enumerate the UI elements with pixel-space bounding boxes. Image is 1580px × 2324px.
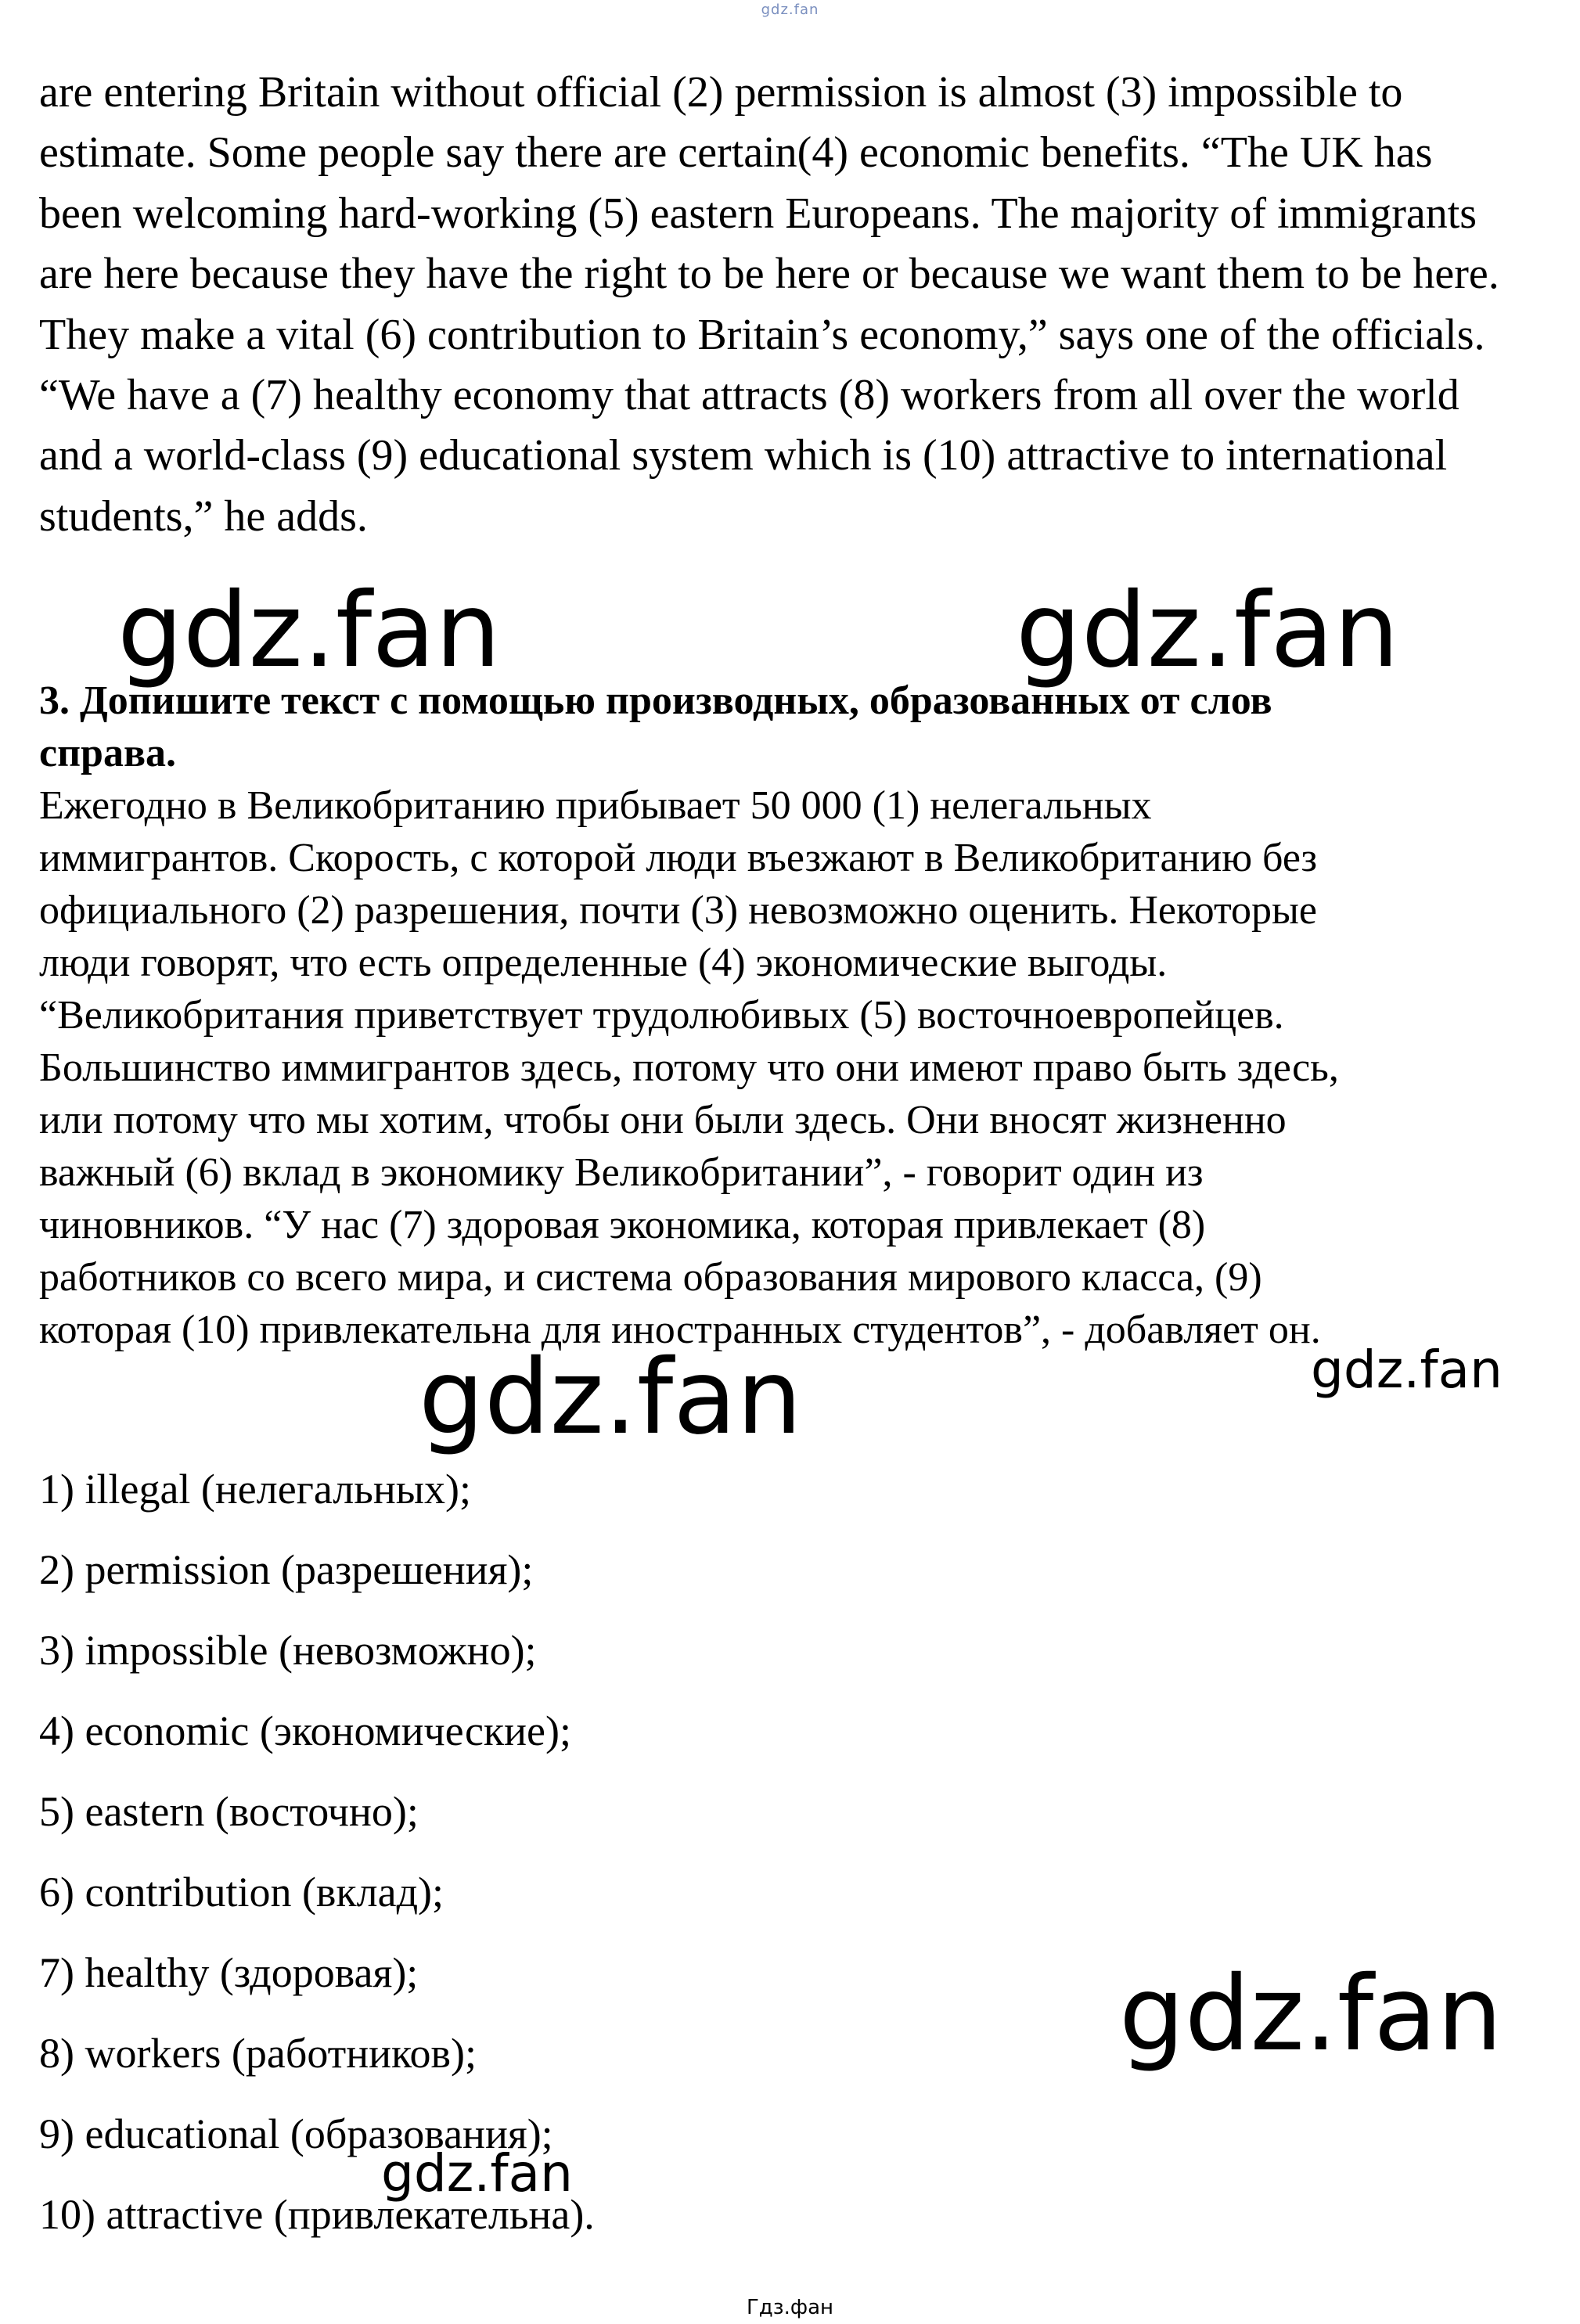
watermark: gdz.fan xyxy=(117,570,501,691)
answer-list xyxy=(39,1462,1135,2268)
watermark: gdz.fan xyxy=(1311,1340,1503,1400)
russian-line: чиновников. “У нас (7) здоровая экономика, которая привлекает (8) xyxy=(39,1203,1206,1247)
english-line: been welcoming hard-working (5) eastern Europeans. The majority of immigrants xyxy=(39,189,1477,238)
english-line: and a world-class (9) educational system which is (10) attractive to international xyxy=(39,431,1448,480)
english-line: They make a vital (6) contribution to Britain’s economy,” says one of the officials. xyxy=(39,310,1485,359)
footer-text: Гдз.фан xyxy=(746,2296,834,2319)
russian-line: которая (10) привлекательна для иностранных студентов”, - добавляет он. xyxy=(39,1308,1321,1352)
answer-item: 1) illegal (нелегальных); xyxy=(39,1466,472,1513)
english-paragraph xyxy=(39,63,1557,547)
answer-item: 9) educational (образования); xyxy=(39,2110,553,2157)
answer-item: 6) contribution (вклад); xyxy=(39,1869,444,1916)
russian-line: или потому что мы хотим, чтобы они были здесь. Они вносят жизненно xyxy=(39,1098,1287,1142)
watermark: gdz.fan xyxy=(419,1337,802,1458)
header-mark: gdz.fan xyxy=(761,2,819,18)
russian-paragraph xyxy=(39,779,1557,1356)
russian-line: официального (2) разрешения, почти (3) невозможно оценить. Некоторые xyxy=(39,888,1317,933)
answer-item: 2) permission (разрешения); xyxy=(39,1546,534,1593)
answer-item: 7) healthy (здоровая); xyxy=(39,1949,419,1996)
watermark: gdz.fan xyxy=(381,2143,573,2203)
english-line: are here because they have the right to be here or because we want them to be here. xyxy=(39,250,1499,299)
russian-line: “Великобритания приветствует трудолюбивых (5) восточноевропейцев. xyxy=(39,993,1284,1038)
russian-line: иммигрантов. Скорость, с которой люди въезжают в Великобританию без xyxy=(39,836,1318,880)
answer-item: 3) impossible (невозможно); xyxy=(39,1627,537,1674)
answer-item: 4) economic (экономические); xyxy=(39,1707,572,1754)
russian-line: Большинство иммигрантов здесь, потому что они имеют право быть здесь, xyxy=(39,1045,1339,1090)
watermark: gdz.fan xyxy=(1016,570,1399,691)
answer-item: 10) attractive (привлекательна). xyxy=(39,2191,595,2238)
watermark: gdz.fan xyxy=(1119,1954,1503,2074)
answer-item: 5) eastern (восточно); xyxy=(39,1788,419,1835)
russian-line: работников со всего мира, и система образования мирового класса, (9) xyxy=(39,1255,1262,1300)
english-line: “We have a (7) healthy economy that attracts (8) workers from all over the world xyxy=(39,371,1459,420)
english-line: estimate. Some people say there are certain(4) economic benefits. “The UK has xyxy=(39,128,1433,178)
russian-line: важный (6) вклад в экономику Великобритании”, - говорит один из xyxy=(39,1150,1204,1195)
english-line: are entering Britain without official (2) permission is almost (3) impossible to xyxy=(39,68,1403,117)
english-line: students,” he adds. xyxy=(39,491,368,541)
task-line: справа. xyxy=(39,731,177,775)
russian-line: Ежегодно в Великобританию прибывает 50 000 (1) нелегальных xyxy=(39,783,1152,828)
russian-line: люди говорят, что есть определенные (4) экономические выгоды. xyxy=(39,941,1168,985)
answer-item: 8) workers (работников); xyxy=(39,2030,477,2077)
task-line: 3. Допишите текст с помощью производных, образованных от слов xyxy=(39,678,1272,723)
task-heading xyxy=(39,675,1557,779)
